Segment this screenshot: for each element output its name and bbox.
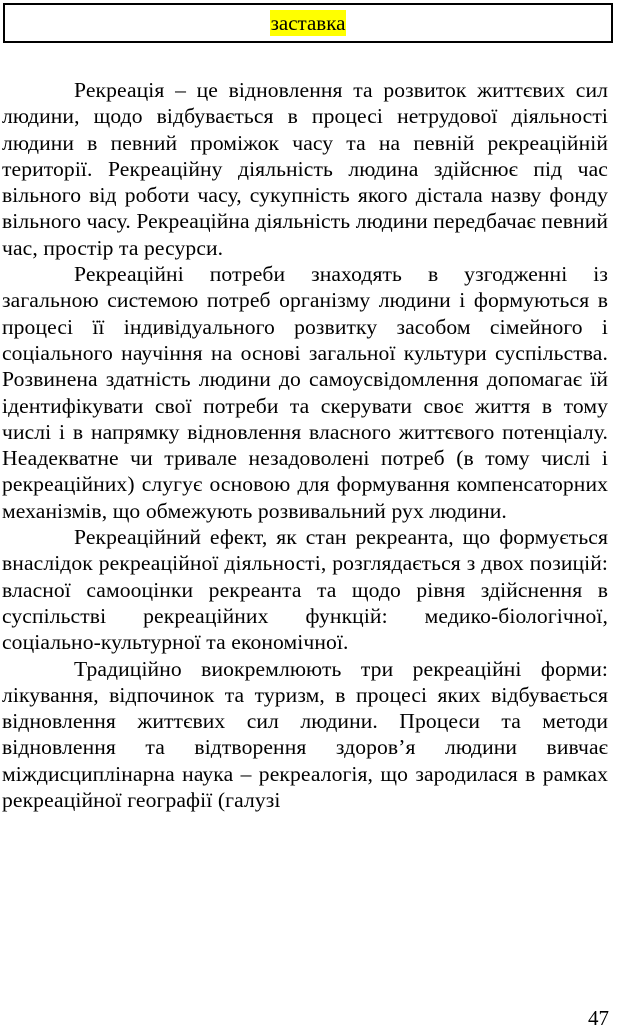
paragraph-3: Рекреаційний ефект, як стан рекреанта, що формується внаслідок рекреаційної діяльності, розглядається з двох позицій: власної самооцінки рекреанта та щодо рівня здійснення в суспільстві рекреаційних функцій: медико-біологічної, соціально-культурної та економічної. xyxy=(2,525,608,655)
header-box xyxy=(3,3,613,43)
body-text xyxy=(2,77,608,813)
page-number: 47 xyxy=(588,1006,609,1030)
paragraph-1: Рекреація – це відновлення та розвиток життєвих сил людини, щодо відбувається в процесі нетрудової діяльності людини в певний проміжок часу та на певній рекреаційній території. Рекреаційну діяльність людина здійснює під час вільного від роботи часу, сукупність якого дістала назву фонду вільного часу. Рекреаційна діяльність людини передбачає певний час, простір та ресурси. xyxy=(2,78,609,260)
header-title: заставка xyxy=(270,11,346,35)
paragraph-4: Традиційно виокремлюють три рекреаційні форми: лікування, відпочинок та туризм, в процесі яких відбувається відновлення життєвих сил людини. Процеси та методи відновлення та відтворення здоров’я людини вивчає міждисциплінарна наука – рекреалогія, що зародилася в рамках рекреаційної географії (галузі xyxy=(2,656,608,813)
paragraph-2: Рекреаційні потреби знаходять в узгодженні із загальною системою потреб організму людини і формуються в процесі її індивідуального розвитку засобом сімейного і соціального научіння на основі загальної культури суспільства. Розвинена здатність людини до самоусвідомлення допомагає їй ідентифікувати свої потреби та скерувати своє життя в тому числі і в напрямку відновлення власного життєвого потенціалу. Неадекватне чи тривале незадоволені потреб (в тому числі і рекреаційних) слугує основою для формування компенсаторних механізмів, що обмежують розвивальний рух людини. xyxy=(2,262,608,523)
